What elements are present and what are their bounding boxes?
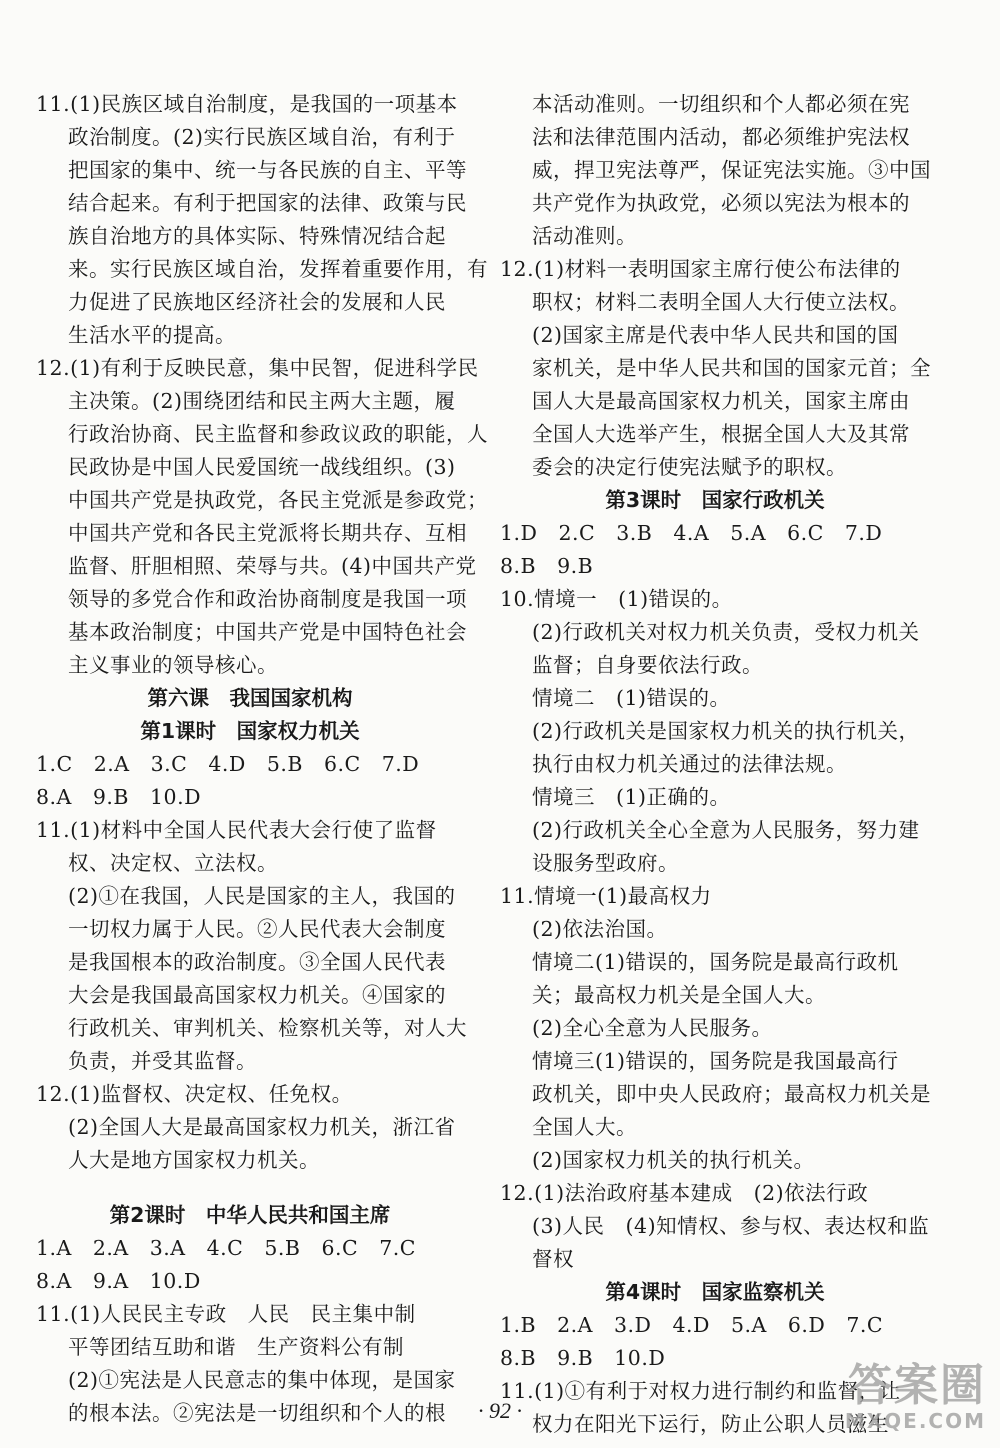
watermark-url: MXQE.COM xyxy=(844,1409,986,1433)
answer-line: 委会的决定行使宪法赋予的职权。 xyxy=(532,455,847,479)
answer-line: 权力在阳光下运行，防止公职人员滋生 xyxy=(532,1412,889,1436)
answer-key-line: 1.A 2.A 3.A 4.C 5.B 6.C 7.C xyxy=(36,1236,416,1260)
right-column xyxy=(500,88,930,1441)
answer-key-line: 1.B 2.A 3.D 4.D 5.A 6.D 7.C xyxy=(500,1313,884,1337)
answer-line: 执行由权力机关通过的法律法规。 xyxy=(532,752,847,776)
answer-line: 权、决定权、立法权。 xyxy=(68,851,278,875)
answer-line: 人大是地方国家权力机关。 xyxy=(68,1148,320,1172)
answer-line: 12.(1)监督权、决定权、任免权。 xyxy=(36,1082,353,1106)
section-title: 第1课时 国家权力机关 xyxy=(140,719,360,743)
answer-key-line: 1.C 2.A 3.C 4.D 5.B 6.C 7.D xyxy=(36,752,420,776)
answer-line: 家机关，是中华人民共和国的国家元首；全 xyxy=(532,356,931,380)
answer-line: 威，捍卫宪法尊严，保证宪法实施。③中国 xyxy=(532,158,931,182)
spacer xyxy=(36,1177,464,1199)
answer-line: 11.(1)民族区域自治制度，是我国的一项基本 xyxy=(36,92,458,116)
answer-line: 全国人大。 xyxy=(532,1115,637,1139)
answer-line: (3)人民 (4)知情权、参与权、表达权和监 xyxy=(532,1214,930,1238)
answer-line: 中国共产党和各民主党派将长期共存、互相 xyxy=(68,521,467,545)
section-title: 第2课时 中华人民共和国主席 xyxy=(109,1203,391,1227)
answer-line: (2)行政机关是国家权力机关的执行机关， xyxy=(532,719,920,743)
section-title: 第4课时 国家监察机关 xyxy=(605,1280,825,1304)
answer-line: 全国人大选举产生，根据全国人大及其常 xyxy=(532,422,910,446)
answer-line: (2)行政机关对权力机关负责，受权力机关 xyxy=(532,620,920,644)
answer-line: 12.(1)材料一表明国家主席行使公布法律的 xyxy=(500,257,901,281)
answer-line: 平等团结互助和谐 生产资料公有制 xyxy=(68,1335,404,1359)
answer-line: 大会是我国最高国家权力机关。④国家的 xyxy=(68,983,446,1007)
answer-line: 基本政治制度；中国共产党是中国特色社会 xyxy=(68,620,467,644)
answer-line: 国人大是最高国家权力机关，国家主席由 xyxy=(532,389,910,413)
watermark xyxy=(796,1362,986,1442)
answer-line: 设服务型政府。 xyxy=(532,851,679,875)
answer-line: (2)全国人大是最高国家权力机关，浙江省 xyxy=(68,1115,456,1139)
answer-line: 情境二(1)错误的，国务院是最高行政机 xyxy=(532,950,899,974)
answer-key-line: 8.B 9.B xyxy=(500,554,594,578)
answer-line: (2)全心全意为人民服务。 xyxy=(532,1016,773,1040)
answer-line: 中国共产党是执政党，各民主党派是参政党； xyxy=(68,488,488,512)
answer-line: 11.(1)①有利于对权力进行制约和监督，让 xyxy=(500,1379,901,1403)
answer-line: 监督；自身要依法行政。 xyxy=(532,653,763,677)
answer-line: 12.(1)有利于反映民意，集中民智，促进科学民 xyxy=(36,356,479,380)
answer-line: 一切权力属于人民。②人民代表大会制度 xyxy=(68,917,446,941)
answer-line: 督权 xyxy=(532,1247,574,1271)
answer-line: (2)行政机关全心全意为人民服务，努力建 xyxy=(532,818,920,842)
answer-line: 主决策。(2)围绕团结和民主两大主题，履 xyxy=(68,389,456,413)
answer-line: 共产党作为执政党，必须以宪法为根本的 xyxy=(532,191,910,215)
answer-line: (2)国家权力机关的执行机关。 xyxy=(532,1148,815,1172)
answer-line: 法和法律范围内活动，都必须维护宪法权 xyxy=(532,125,910,149)
answer-line: 10.情境一 (1)错误的。 xyxy=(500,587,733,611)
answer-line: 生活水平的提高。 xyxy=(68,323,236,347)
answer-line: 政机关，即中央人民政府；最高权力机关是 xyxy=(532,1082,931,1106)
answer-line: 主义事业的领导核心。 xyxy=(68,653,278,677)
answer-key-line: 1.D 2.C 3.B 4.A 5.A 6.C 7.D xyxy=(500,521,883,545)
answer-line: 族自治地方的具体实际、特殊情况结合起 xyxy=(68,224,446,248)
answer-line: 情境二 (1)错误的。 xyxy=(532,686,731,710)
answer-key-line: 8.B 9.B 10.D xyxy=(500,1346,666,1370)
answer-line: 职权；材料二表明全国人大行使立法权。 xyxy=(532,290,910,314)
answer-line: 11.(1)人民民主专政 人民 民主集中制 xyxy=(36,1302,416,1326)
answer-line: 监督、肝胆相照、荣辱与共。(4)中国共产党 xyxy=(68,554,477,578)
answer-line: 关；最高权力机关是全国人大。 xyxy=(532,983,826,1007)
answer-line: 活动准则。 xyxy=(532,224,637,248)
answer-line: 11.情境一(1)最高权力 xyxy=(500,884,712,908)
answer-key-line: 8.A 9.B 10.D xyxy=(36,785,202,809)
answer-line: 情境三 (1)正确的。 xyxy=(532,785,731,809)
answer-line: 情境三(1)错误的，国务院是我国最高行 xyxy=(532,1049,899,1073)
page-number: · 92 · xyxy=(478,1398,522,1423)
answer-line: 12.(1)法治政府基本建成 (2)依法行政 xyxy=(500,1181,869,1205)
answer-line: 行政机关、审判机关、检察机关等，对人大 xyxy=(68,1016,467,1040)
answer-line: 是我国根本的政治制度。③全国人民代表 xyxy=(68,950,446,974)
answer-line: 民政协是中国人民爱国统一战线组织。(3) xyxy=(68,455,456,479)
answer-line: 领导的多党合作和政治协商制度是我国一项 xyxy=(68,587,467,611)
section-title: 第3课时 国家行政机关 xyxy=(605,488,825,512)
answer-line: 行政治协商、民主监督和参政议政的职能，人 xyxy=(68,422,488,446)
answer-line: (2)国家主席是代表中华人民共和国的国 xyxy=(532,323,899,347)
answer-line: (2)①在我国，人民是国家的主人，我国的 xyxy=(68,884,456,908)
answer-line: 的根本法。②宪法是一切组织和个人的根 xyxy=(68,1401,446,1425)
answer-line: (2)①宪法是人民意志的集中体现，是国家 xyxy=(68,1368,456,1392)
answer-line: 政治制度。(2)实行民族区域自治，有利于 xyxy=(68,125,456,149)
answer-line: 来。实行民族区域自治，发挥着重要作用，有 xyxy=(68,257,488,281)
left-column xyxy=(36,88,488,1430)
lesson-title: 第六课 我国国家机构 xyxy=(147,686,353,710)
answer-line: 11.(1)材料中全国人民代表大会行使了监督 xyxy=(36,818,437,842)
answer-line: 本活动准则。一切组织和个人都必须在宪 xyxy=(532,92,910,116)
answer-line: 力促进了民族地区经济社会的发展和人民 xyxy=(68,290,446,314)
answer-line: 把国家的集中、统一与各民族的自主、平等 xyxy=(68,158,467,182)
answer-line: 负责，并受其监督。 xyxy=(68,1049,257,1073)
answer-line: 结合起来。有利于把国家的法律、政策与民 xyxy=(68,191,467,215)
watermark-logo-text: 答案圈 xyxy=(848,1360,986,1411)
answer-key-line: 8.A 9.A 10.D xyxy=(36,1269,201,1293)
answer-line: (2)依法治国。 xyxy=(532,917,668,941)
